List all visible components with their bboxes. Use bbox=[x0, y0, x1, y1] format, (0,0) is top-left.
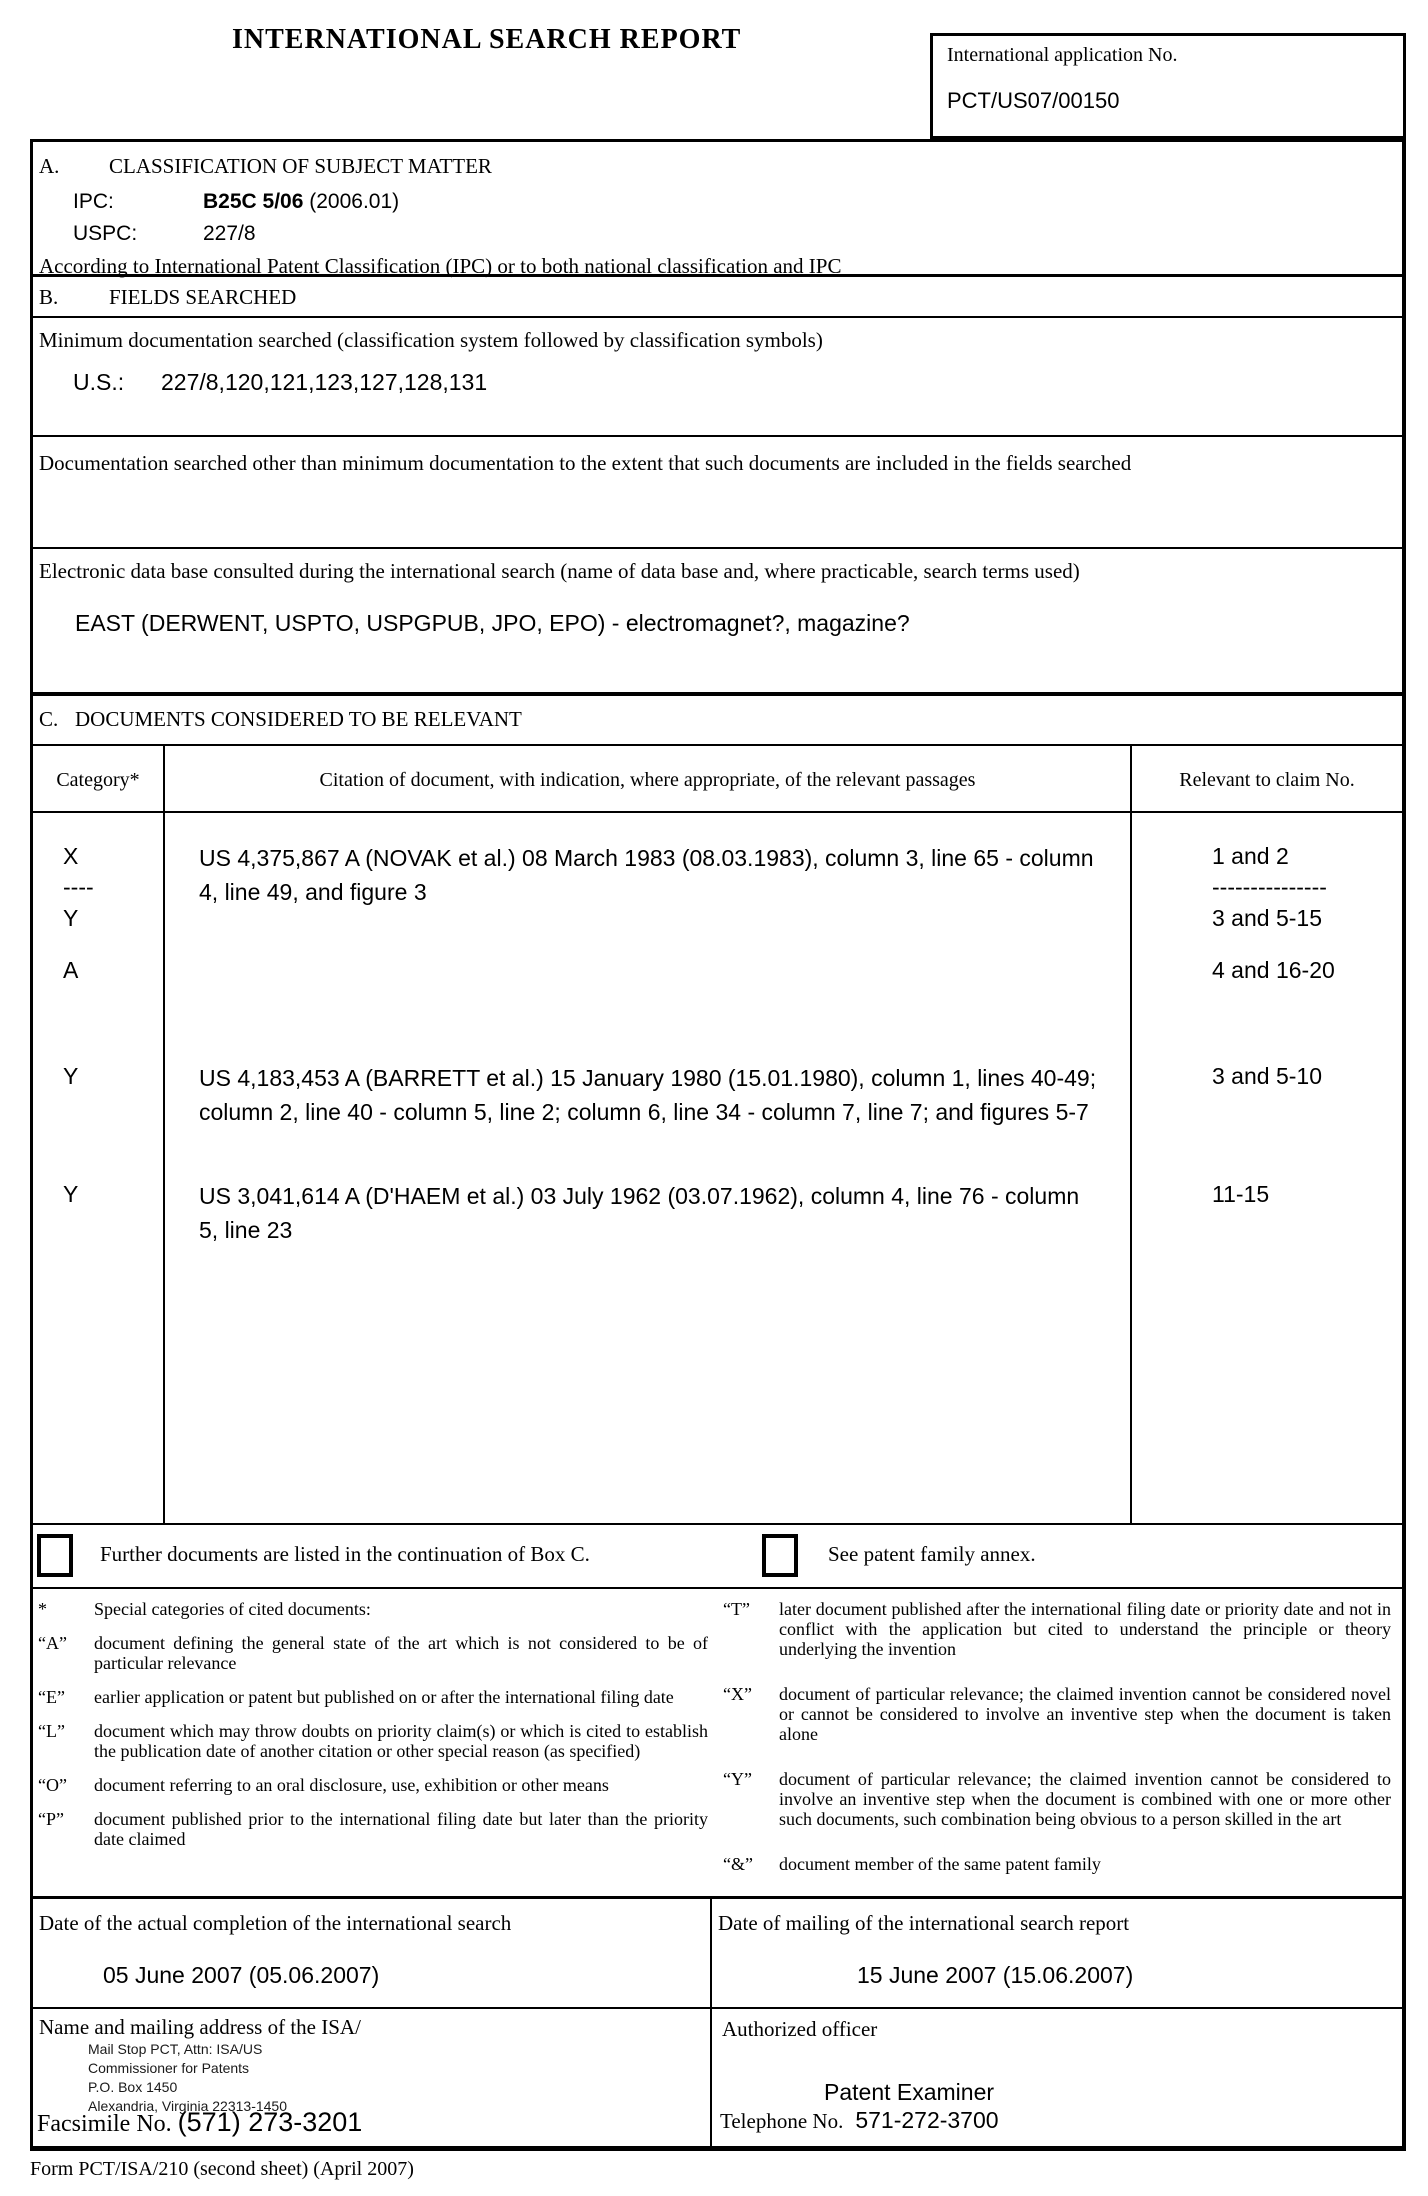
legend-item bbox=[723, 1684, 1397, 1744]
legend-item bbox=[38, 1687, 714, 1707]
facsimile-label: Facsimile No. bbox=[37, 2111, 172, 2137]
row3-categories bbox=[33, 1179, 163, 1210]
uspc-value: 227/8 bbox=[203, 222, 256, 245]
legend-symbol: “T” bbox=[723, 1599, 750, 1619]
legend-right-column bbox=[723, 1599, 1397, 1899]
column-header-claims: Relevant to claim No. bbox=[1179, 769, 1355, 791]
isa-address-line: Commissioner for Patents bbox=[88, 2060, 250, 2076]
legend-symbol: “Y” bbox=[723, 1769, 752, 1789]
legend-item bbox=[38, 1721, 714, 1761]
authorized-officer-label: Authorized officer bbox=[722, 2017, 878, 2041]
completion-date-cell bbox=[33, 1899, 712, 2007]
report-body bbox=[30, 139, 1406, 2151]
legend-text: document published prior to the international filing date but later than the priority date claimed bbox=[94, 1809, 708, 1849]
form-identifier-note: Form PCT/ISA/210 (second sheet) (April 2007) bbox=[30, 2158, 414, 2180]
row1-claims bbox=[1132, 841, 1402, 986]
electronic-database-label: Electronic data base consulted during the international search (name of data base and, where practicable, search terms used) bbox=[39, 559, 1080, 583]
further-documents-label: Further documents are listed in the continuation of Box C. bbox=[100, 1542, 590, 1566]
application-number-label: International application No. bbox=[947, 44, 1178, 66]
application-number-box bbox=[930, 33, 1406, 139]
legend-text: document which may throw doubts on priority claim(s) or which is cited to establish the publication date of another citation or other special reason (as specified) bbox=[94, 1721, 708, 1761]
page-title: INTERNATIONAL SEARCH REPORT bbox=[232, 24, 742, 55]
facsimile-number: (571) 273-3201 bbox=[177, 2107, 363, 2137]
patent-family-annex-checkbox[interactable] bbox=[762, 1534, 798, 1577]
legend-symbol: “O” bbox=[38, 1775, 67, 1795]
category-separator: ---- bbox=[63, 874, 94, 900]
us-classes-value: 227/8,120,121,123,127,128,131 bbox=[161, 369, 488, 395]
section-a-heading bbox=[33, 142, 1402, 179]
section-a-letter: A. bbox=[39, 154, 60, 178]
row2-categories bbox=[33, 1061, 163, 1092]
row2-citation: US 4,183,453 A (BARRETT et al.) 15 January 1980 (15.01.1980), column 1, lines 40-49; column 2, line 40 - column 5, line 2; column 6, line 34 - column 7, line 7; and figures 5-7 bbox=[199, 1065, 1097, 1125]
legend-text: document of particular relevance; the claimed invention cannot be considered novel or cannot be considered to involve an inventive step when the document is taken alone bbox=[779, 1684, 1391, 1744]
other-documentation-label: Documentation searched other than minimum documentation to the extent that such documents are included in the fields searched bbox=[39, 451, 1132, 475]
column-header-citation: Citation of document, with indication, where appropriate, of the relevant passages bbox=[165, 746, 1132, 811]
legend-symbol: “&” bbox=[723, 1854, 753, 1874]
row3-claims bbox=[1132, 1179, 1402, 1210]
special-categories-legend bbox=[33, 1589, 1402, 1899]
section-c-letter: C. bbox=[39, 707, 59, 731]
citations-table-body bbox=[33, 813, 1402, 1525]
isa-address-block bbox=[88, 2040, 287, 2116]
isa-address-line: Mail Stop PCT, Attn: ISA/US bbox=[88, 2041, 263, 2057]
claims-value: 4 and 16-20 bbox=[1212, 957, 1335, 983]
completion-date-label: Date of the actual completion of the international search bbox=[39, 1911, 512, 1935]
legend-symbol: * bbox=[38, 1599, 47, 1619]
section-a-classification bbox=[33, 142, 1402, 277]
legend-item bbox=[723, 1599, 1397, 1659]
section-b-letter: B. bbox=[39, 285, 59, 309]
electronic-database-box bbox=[33, 549, 1402, 696]
mailing-date-label: Date of mailing of the international search report bbox=[718, 1911, 1130, 1935]
uspc-label: USPC: bbox=[73, 222, 138, 245]
minimum-documentation-box bbox=[33, 318, 1402, 437]
dates-row bbox=[33, 1899, 1402, 2009]
isa-address-cell bbox=[33, 2009, 712, 2146]
section-b-title: FIELDS SEARCHED bbox=[109, 285, 297, 309]
application-number-value: PCT/US07/00150 bbox=[947, 88, 1120, 113]
isa-officer-row bbox=[33, 2009, 1402, 2146]
mailing-date-value: 15 June 2007 (15.06.2007) bbox=[857, 1962, 1134, 1988]
section-c-title: DOCUMENTS CONSIDERED TO BE RELEVANT bbox=[75, 707, 522, 731]
telephone-label: Telephone No. bbox=[720, 2109, 844, 2133]
completion-date-value: 05 June 2007 (05.06.2007) bbox=[103, 1962, 380, 1988]
telephone-row bbox=[720, 2107, 999, 2134]
section-b-fields-searched bbox=[33, 277, 1402, 318]
legend-item bbox=[38, 1633, 714, 1673]
category-mark: Y bbox=[63, 905, 79, 931]
section-a-title: CLASSIFICATION OF SUBJECT MATTER bbox=[109, 154, 492, 178]
minimum-documentation-label: Minimum documentation searched (classification system followed by classification symbols) bbox=[39, 328, 823, 352]
classification-note: According to International Patent Classification (IPC) or to both national classification and IPC bbox=[39, 254, 842, 278]
legend-item bbox=[723, 1769, 1397, 1829]
section-b-heading bbox=[33, 277, 1402, 310]
legend-text: document member of the same patent family bbox=[779, 1854, 1101, 1874]
minimum-documentation-value bbox=[73, 369, 1402, 396]
isa-address-line: Alexandria, Virginia 22313-1450 bbox=[88, 2098, 287, 2114]
legend-left-column bbox=[38, 1599, 714, 1863]
claims-value: 3 and 5-10 bbox=[1212, 1063, 1322, 1089]
further-documents-checkbox[interactable] bbox=[37, 1534, 73, 1577]
legend-symbol: “A” bbox=[38, 1633, 67, 1653]
facsimile-row bbox=[37, 2107, 362, 2138]
legend-item bbox=[38, 1775, 714, 1795]
row1-citation: US 4,375,867 A (NOVAK et al.) 08 March 1983 (08.03.1983), column 3, line 65 - column 4, line 49, and figure 3 bbox=[199, 845, 1094, 905]
legend-text: document defining the general state of the art which is not considered to be of particular relevance bbox=[94, 1633, 708, 1673]
ipc-code: B25C 5/06 bbox=[203, 190, 304, 213]
isa-address-line: P.O. Box 1450 bbox=[88, 2079, 178, 2095]
category-mark: Y bbox=[63, 1181, 79, 1207]
uspc-row bbox=[73, 222, 1402, 246]
claims-value: 3 and 5-15 bbox=[1212, 905, 1322, 931]
claims-separator: --------------- bbox=[1212, 874, 1327, 900]
mailing-date-cell bbox=[712, 1899, 1402, 2007]
row2-claims bbox=[1132, 1061, 1402, 1092]
legend-item bbox=[38, 1809, 714, 1849]
legend-symbol: “X” bbox=[723, 1684, 752, 1704]
legend-text: document of particular relevance; the claimed invention cannot be considered to involve an inventive step when the document is combined with one or more other such documents, such combination being obvious to a person skilled in the art bbox=[779, 1769, 1391, 1829]
legend-text: earlier application or patent but published on or after the international filing date bbox=[94, 1687, 674, 1707]
ipc-row bbox=[73, 190, 1402, 214]
category-column-divider bbox=[163, 813, 165, 1523]
us-classes-prefix: U.S.: bbox=[73, 369, 125, 395]
continuation-checkboxes-row bbox=[33, 1525, 1402, 1589]
category-mark: A bbox=[63, 957, 79, 983]
legend-text: later document published after the international filing date or priority date and not in conflict with the application but cited to understand the principle or theory underlying the invention bbox=[779, 1599, 1391, 1659]
claims-value: 1 and 2 bbox=[1212, 843, 1289, 869]
legend-text: document referring to an oral disclosure, use, exhibition or other means bbox=[94, 1775, 609, 1795]
row1-categories bbox=[33, 841, 163, 986]
row3-citation: US 3,041,614 A (D'HAEM et al.) 03 July 1962 (03.07.1962), column 4, line 76 - column 5, line 23 bbox=[199, 1183, 1080, 1243]
legend-symbol: “E” bbox=[38, 1687, 65, 1707]
category-mark: X bbox=[63, 843, 79, 869]
ipc-version: (2006.01) bbox=[309, 190, 400, 213]
ipc-label: IPC: bbox=[73, 190, 114, 213]
legend-item bbox=[723, 1854, 1397, 1874]
electronic-database-value: EAST (DERWENT, USPTO, USPGPUB, JPO, EPO) - electromagnet?, magazine? bbox=[75, 610, 910, 636]
column-header-category: Category* bbox=[33, 746, 165, 811]
authorized-officer-cell bbox=[712, 2009, 1402, 2146]
telephone-number: 571-272-3700 bbox=[855, 2107, 999, 2133]
section-c-documents-relevant bbox=[33, 696, 1402, 746]
patent-family-annex-label: See patent family annex. bbox=[828, 1542, 1036, 1566]
citations-table-header bbox=[33, 746, 1402, 813]
isa-name-label: Name and mailing address of the ISA/ bbox=[39, 2015, 361, 2039]
authorized-officer-value: Patent Examiner bbox=[824, 2079, 995, 2105]
legend-text: Special categories of cited documents: bbox=[94, 1599, 371, 1619]
legend-symbol: “P” bbox=[38, 1809, 64, 1829]
other-documentation-box bbox=[33, 437, 1402, 549]
legend-item bbox=[38, 1599, 714, 1619]
legend-symbol: “L” bbox=[38, 1721, 65, 1741]
claims-value: 11-15 bbox=[1212, 1181, 1270, 1207]
category-mark: Y bbox=[63, 1063, 79, 1089]
section-c-heading bbox=[33, 696, 1402, 732]
